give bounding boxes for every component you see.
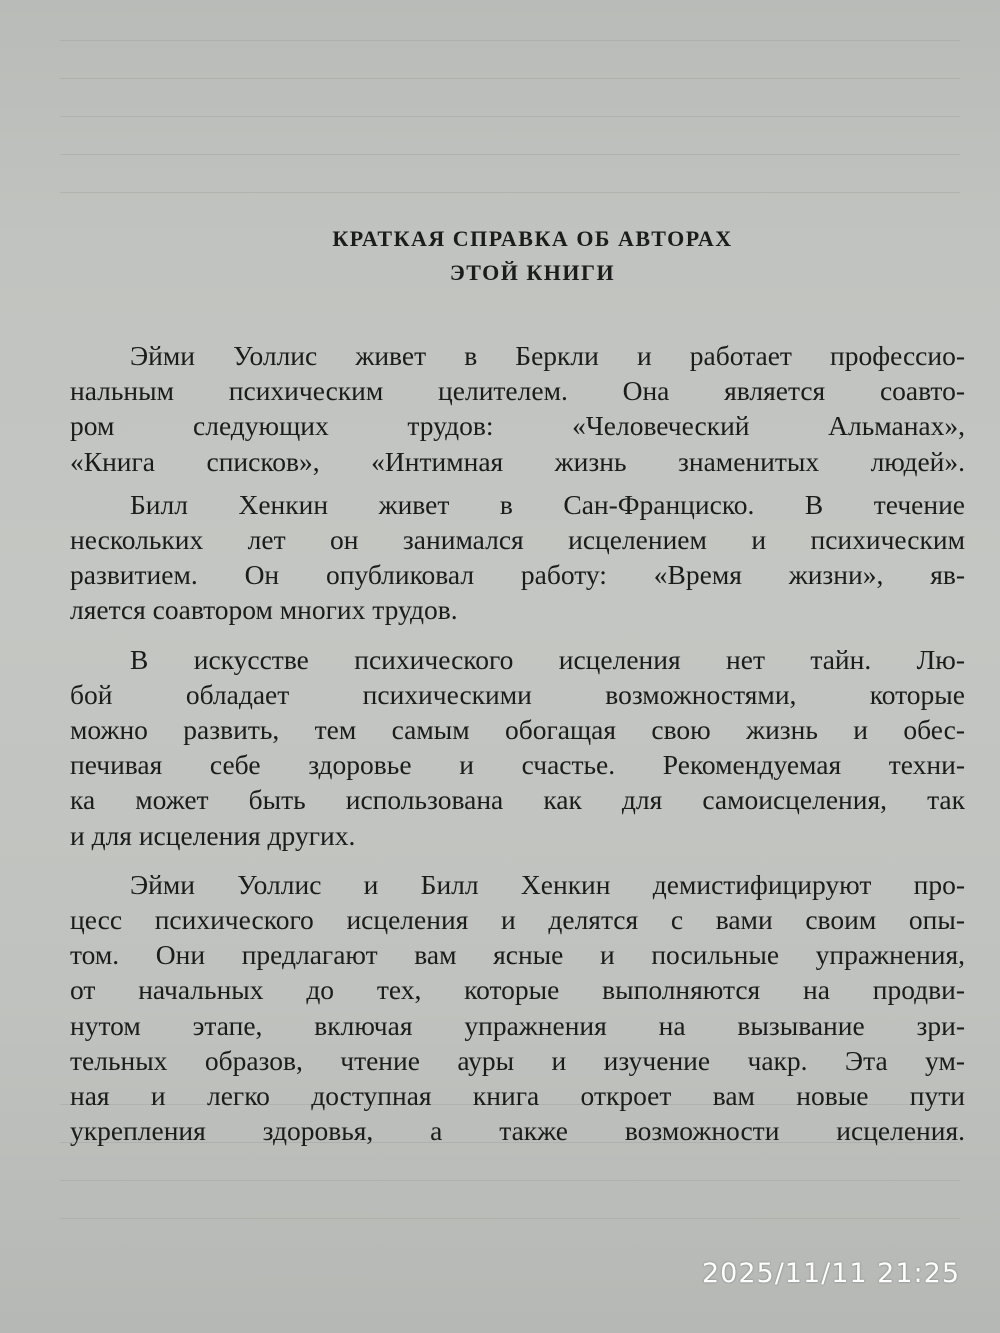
bleed-through-line (60, 78, 960, 79)
paragraph (70, 642, 965, 853)
paragraph (70, 338, 965, 479)
bleed-through-line (60, 1218, 960, 1219)
text-line: тельных образов, чтение ауры и изучение чакр. Эта ум- (70, 1044, 965, 1076)
text-line: В искусстве психического исцеления нет тайн. Лю- (130, 643, 965, 675)
text-line: от начальных до тех, которые выполняются на продви- (70, 974, 965, 1006)
text-line: нескольких лет он занимался исцелением и психическим (70, 524, 965, 556)
paragraph (70, 487, 965, 628)
text-line: ляется соавтором многих трудов. (70, 594, 458, 626)
text-line: ка может быть использована как для самоисцеления, так (70, 784, 965, 816)
bleed-through-line (60, 1180, 960, 1181)
text-line: том. Они предлагают вам ясные и посильные упражнения, (70, 939, 965, 971)
text-line: «Книга списков», «Интимная жизнь знаменитых людей». (70, 445, 965, 477)
section-heading (70, 222, 965, 290)
heading-line: КРАТКАЯ СПРАВКА ОБ АВТОРАХ (332, 226, 733, 251)
bleed-through-line (60, 154, 960, 155)
photo-timestamp: 2025/11/11 21:25 (701, 1258, 960, 1289)
book-page (70, 222, 965, 1153)
text-line: Эйми Уоллис живет в Беркли и работает профессио- (130, 340, 965, 371)
heading-line: ЭТОЙ КНИГИ (449, 260, 616, 285)
text-line: нальным психическим целителем. Она является соавто- (70, 375, 965, 407)
text-line: Эйми Уоллис и Билл Хенкин демистифицируют про- (130, 868, 965, 900)
text-line: бой обладает психическими возможностями, которые (70, 678, 965, 710)
text-line: печивая себе здоровье и счастье. Рекомендуемая техни- (70, 749, 965, 781)
text-line: нутом этапе, включая упражнения на вызывание зри- (70, 1009, 965, 1041)
text-line: ная и легко доступная книга откроет вам новые пути (70, 1080, 965, 1112)
text-line: ром следующих трудов: «Человеческий Альманах», (70, 410, 965, 442)
bleed-through-line (60, 192, 960, 193)
text-line: укрепления здоровья, а также возможности исцеления. (70, 1115, 965, 1147)
text-line: можно развить, тем самым обогащая свою жизнь и обес- (70, 714, 965, 746)
bleed-through-line (60, 40, 960, 41)
text-line: развитием. Он опубликовал работу: «Время жизни», яв- (70, 559, 965, 591)
text-line: цесс психического исцеления и делятся с вами своим опы- (70, 904, 965, 936)
bleed-through-line (60, 116, 960, 117)
paragraph (70, 867, 965, 1149)
text-line: Билл Хенкин живет в Сан-Франциско. В течение (130, 488, 965, 520)
text-line: и для исцеления других. (70, 819, 356, 851)
